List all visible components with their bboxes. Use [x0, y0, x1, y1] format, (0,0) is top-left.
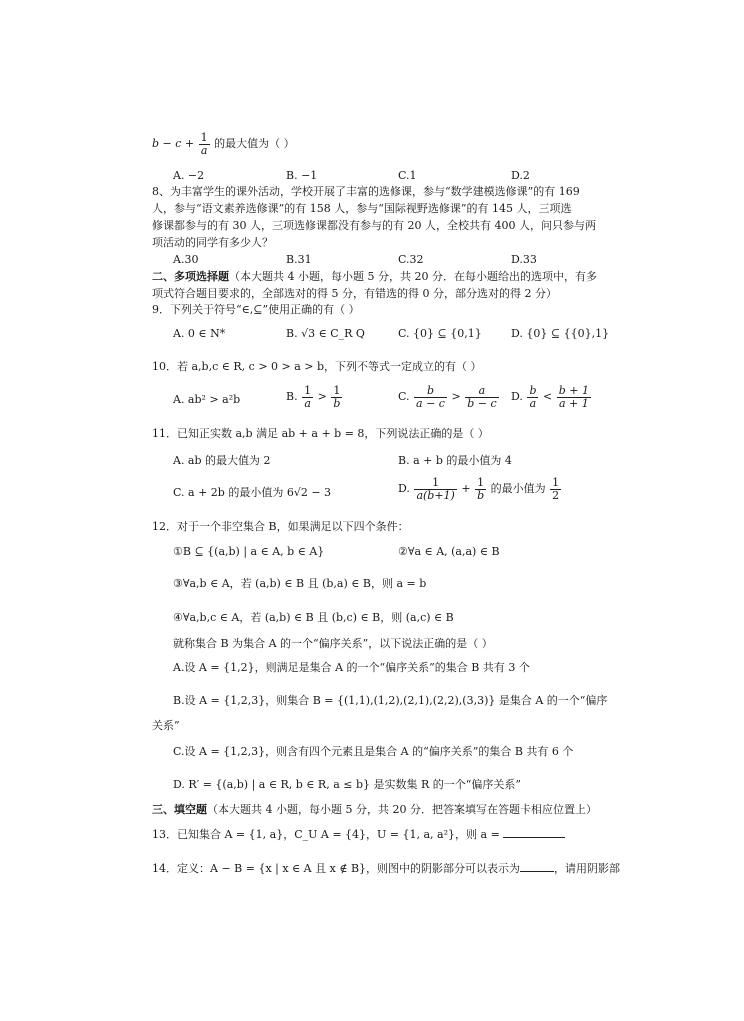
q10-option-a: A. ab² > a²b — [173, 393, 241, 406]
q12-option-d: D. R′ = {(a,b) | a ∈ R, b ∈ R, a ≤ b} 是实数集 R 的一个“偏序关系” — [173, 778, 522, 791]
q11-stem: 11．已知正实数 a,b 满足 ab + a + b = 8，下列说法正确的是（ ） — [152, 427, 489, 440]
q14-stem: 14．定义：A − B = {x | x ∈ A 且 x ∉ B}，则图中的阴影部分可以表示为 — [152, 862, 521, 875]
q10-b-right-frac — [331, 385, 342, 409]
q7-option-d: D.2 — [511, 169, 530, 182]
q7-tail: 的最大值为（ ） — [214, 137, 295, 151]
q11-option-d — [398, 477, 562, 501]
q8-option-b: B.31 — [286, 253, 312, 266]
q7-fraction — [199, 132, 210, 156]
frac-num: b + 1 — [558, 384, 589, 397]
q11-d-frac-3 — [550, 477, 561, 501]
q10-b-left-frac — [302, 385, 313, 409]
q10-c-right-frac — [465, 385, 498, 409]
frac-num: 1 — [414, 477, 456, 490]
q9-option-a: A. 0 ∈ N* — [173, 327, 226, 340]
q7-option-b: B. −1 — [286, 169, 318, 182]
q8-option-a: A.30 — [173, 253, 199, 266]
q11-d-frac-1 — [414, 477, 456, 501]
frac-den: 2 — [552, 488, 560, 502]
q7-option-a: A. −2 — [173, 169, 205, 182]
section2-line-1 — [152, 270, 597, 284]
frac-num: 1 — [304, 384, 312, 397]
q10-option-c-label: C. — [398, 390, 410, 404]
frac-den: a — [529, 396, 537, 410]
q7-expr: b − c + — [152, 137, 195, 151]
frac-den: a — [304, 396, 311, 410]
q12-option-b-line-2: 关系” — [152, 719, 180, 732]
q12-option-a: A.设 A = {1,2}，则满足是集合 A 的一个“偏序关系”的集合 B 共有 3 个 — [173, 661, 530, 674]
q8-line-4: 项活动的同学有多少人？ — [152, 236, 273, 249]
q12-definition: 就称集合 B 为集合 A 的一个“偏序关系”，以下说法正确的是（ ） — [173, 637, 493, 650]
q11-d-plus: + — [461, 482, 471, 496]
frac-den: b — [333, 396, 341, 410]
q11-option-c: C. a + 2b 的最小值为 6√2 − 3 — [173, 486, 332, 499]
q10-d-operator: < — [542, 390, 553, 404]
frac-num: 1 — [475, 477, 486, 490]
q7-stem — [152, 132, 295, 156]
q10-option-c — [398, 385, 500, 409]
q10-d-right-frac — [557, 385, 591, 409]
q13-stem: 13．已知集合 A = {1, a}，C_U A = {4}，U = {1, a, a²}，则 a = — [152, 828, 500, 841]
section2-line-2: 项式符合题目要求的，全部选对的得 5 分，有错选的得 0 分，部分选对的得 2 分） — [152, 287, 557, 300]
q9-option-b: B. √3 ∈ C_R Q — [286, 327, 365, 340]
q10-d-left-frac — [527, 385, 538, 409]
q10-c-operator: > — [451, 390, 461, 404]
q7-option-c: C.1 — [398, 169, 417, 182]
section2-desc-1: （本大题共 4 小题，每小题 5 分，共 20 分．在每小题给出的选项中，有多 — [229, 270, 597, 283]
q8-option-d: D.33 — [511, 253, 537, 266]
q11-option-a: A. ab 的最大值为 2 — [173, 454, 271, 467]
q10-stem: 10．若 a,b,c ∈ R, c > 0 > a > b，下列不等式一定成立的有（ ） — [152, 360, 482, 373]
frac-den: a − c — [416, 396, 445, 410]
q9-option-c: C. {0} ⊆ {0,1} — [398, 327, 482, 340]
frac-den: b − c — [467, 396, 497, 410]
q12-option-b-line-1: B.设 A = {1,2,3}，则集合 B = {(1,1),(1,2),(2,1),(2,2),(3,3)} 是集合 A 的一个“偏序 — [173, 694, 608, 707]
frac-num: 1 — [331, 385, 342, 398]
frac-num: 1 — [552, 476, 560, 489]
frac-den: b — [477, 488, 485, 502]
frac-den: a(b+1) — [416, 488, 455, 502]
q11-d-frac-2 — [475, 477, 486, 501]
q14-line — [152, 862, 620, 876]
q11-d-text: 的最小值为 — [490, 482, 546, 496]
q10-option-b-label: B. — [286, 390, 298, 404]
q7-frac-den: a — [200, 143, 208, 157]
frac-den: a + 1 — [558, 396, 589, 410]
q10-option-d — [511, 385, 592, 409]
q8-option-c: C.32 — [398, 253, 424, 266]
q10-b-operator: > — [317, 390, 327, 404]
q7-frac-num: 1 — [200, 131, 208, 144]
q10-c-left-frac — [414, 385, 447, 409]
q12-condition-2: ②∀a ∈ A, (a,a) ∈ B — [398, 545, 500, 558]
section3-line — [152, 803, 597, 817]
q12-condition-3: ③∀a,b ∈ A，若 (a,b) ∈ B 且 (b,a) ∈ B，则 a = b — [173, 577, 427, 590]
q13-line — [152, 828, 565, 842]
frac-num: b — [529, 384, 537, 397]
q11-option-b: B. a + b 的最小值为 4 — [398, 454, 512, 467]
q10-option-d-label: D. — [511, 390, 523, 404]
q12-stem: 12．对于一个非空集合 B，如果满足以下四个条件： — [152, 520, 409, 533]
q11-option-d-label: D. — [398, 482, 410, 496]
frac-num: a — [465, 385, 498, 398]
q8-line-2: 人，参与“语文素养选修课”的有 158 人，参与“国际视野选修课”的有 145 人，三项选 — [152, 202, 572, 215]
q12-condition-1: ①B ⊆ {(a,b) | a ∈ A, b ∈ A} — [173, 545, 325, 558]
q14-tail: ，请用阴影部 — [554, 862, 621, 875]
frac-num: b — [414, 385, 447, 398]
q8-line-1: 8、为丰富学生的课外活动，学校开展了丰富的选修课，参与“数学建模选修课”的有 169 — [152, 185, 580, 198]
q12-condition-4: ④∀a,b,c ∈ A，若 (a,b) ∈ B 且 (b,c) ∈ B，则 (a,c) ∈ B — [173, 611, 454, 624]
q9-stem: 9．下列关于符号“∈,⊆”使用正确的有（ ） — [152, 303, 360, 316]
q12-option-c: C.设 A = {1,2,3}，则含有四个元素且是集合 A 的“偏序关系”的集合 B 共有 6 个 — [173, 745, 574, 758]
q13-answer-blank[interactable] — [503, 837, 565, 838]
section2-heading: 二、多项选择题 — [152, 270, 229, 283]
section3-desc: （本大题共 4 小题，每小题 5 分，共 20 分．把答案填写在答题卡相应位置上） — [207, 803, 597, 816]
q10-option-b — [286, 385, 343, 409]
q9-option-d: D. {0} ⊆ {{0},1} — [511, 327, 610, 340]
q14-answer-blank[interactable] — [520, 871, 554, 872]
q8-line-3: 修课都参与的有 30 人，三项选修课都没有参与的有 20 人，全校共有 400 人，问只参与两 — [152, 219, 596, 232]
section3-heading: 三、填空题 — [152, 803, 207, 816]
